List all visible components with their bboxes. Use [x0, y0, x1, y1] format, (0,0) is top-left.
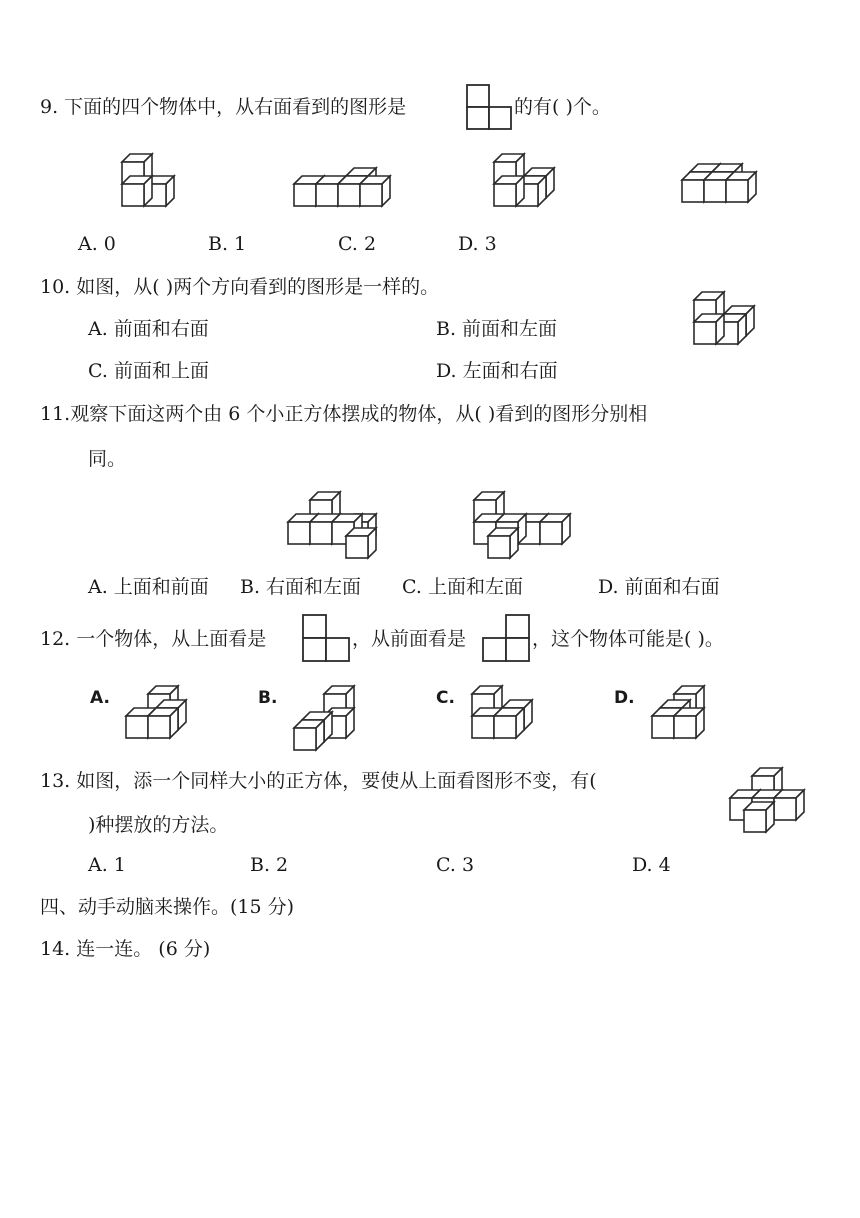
q10-figure: [694, 290, 764, 350]
q10-option-a[interactable]: A. 前面和右面: [88, 318, 209, 340]
q10-stem: 10. 如图，从( )两个方向看到的图形是一样的。: [40, 276, 440, 298]
q9-object-1: [122, 152, 182, 212]
q12-stem-part1: 12. 一个物体，从上面看是: [40, 628, 267, 650]
q12-option-d-label[interactable]: D.: [614, 688, 635, 708]
q11-object-1: [288, 490, 388, 552]
q13-option-c[interactable]: C. 3: [436, 854, 475, 876]
q12-option-a-label[interactable]: A.: [90, 688, 110, 708]
q9-option-b[interactable]: B. 1: [208, 233, 247, 255]
q14-stem: 14. 连一连。 (6 分): [40, 938, 211, 960]
q13-option-a[interactable]: A. 1: [88, 854, 126, 876]
q9-option-a[interactable]: A. 0: [78, 233, 116, 255]
q12-option-c-figure[interactable]: [472, 684, 534, 742]
q9-option-c[interactable]: C. 2: [338, 233, 377, 255]
q12-top-view-shape: [302, 614, 350, 662]
q12-front-view-shape: [482, 614, 530, 662]
q9-stem-suffix: 的有( )个。: [514, 96, 611, 118]
q13-figure: [730, 766, 810, 832]
q11-option-a[interactable]: A. 上面和前面: [88, 576, 209, 598]
q11-stem-continued: 同。: [88, 448, 127, 470]
q10-option-c[interactable]: C. 前面和上面: [88, 360, 209, 382]
q10-option-b[interactable]: B. 前面和左面: [436, 318, 558, 340]
q12-stem-part2: ，从前面看是: [352, 628, 467, 650]
q9-object-4: [682, 162, 754, 212]
q11-option-c[interactable]: C. 上面和左面: [402, 576, 523, 598]
q9-right-view-shape: [466, 84, 512, 130]
q12-option-d-figure[interactable]: [652, 684, 714, 742]
section-4-title: 四、动手动脑来操作。(15 分): [40, 896, 295, 918]
q13-option-b[interactable]: B. 2: [250, 854, 289, 876]
q12-option-b-figure[interactable]: [294, 684, 356, 750]
q9-option-d[interactable]: D. 3: [458, 233, 497, 255]
q13-option-d[interactable]: D. 4: [632, 854, 671, 876]
q12-stem-part3: ，这个物体可能是( )。: [532, 628, 724, 650]
q9-stem-prefix: 9. 下面的四个物体中，从右面看到的图形是: [40, 96, 407, 118]
q11-stem: 11.观察下面这两个由 6 个小正方体摆成的物体，从( )看到的图形分别相: [40, 403, 648, 425]
q11-option-b[interactable]: B. 右面和左面: [240, 576, 362, 598]
q11-object-2: [474, 490, 578, 552]
q12-option-c-label[interactable]: C.: [436, 688, 455, 708]
q12-option-b-label[interactable]: B.: [258, 688, 278, 708]
q9-object-3: [494, 152, 560, 212]
q10-option-d[interactable]: D. 左面和右面: [436, 360, 558, 382]
q13-stem-continued: )种摆放的方法。: [88, 814, 229, 836]
q11-option-d[interactable]: D. 前面和右面: [598, 576, 720, 598]
q13-stem: 13. 如图，添一个同样大小的正方体，要使从上面看图形不变，有(: [40, 770, 597, 792]
q9-object-2: [294, 164, 390, 210]
q12-option-a-figure[interactable]: [126, 684, 188, 742]
